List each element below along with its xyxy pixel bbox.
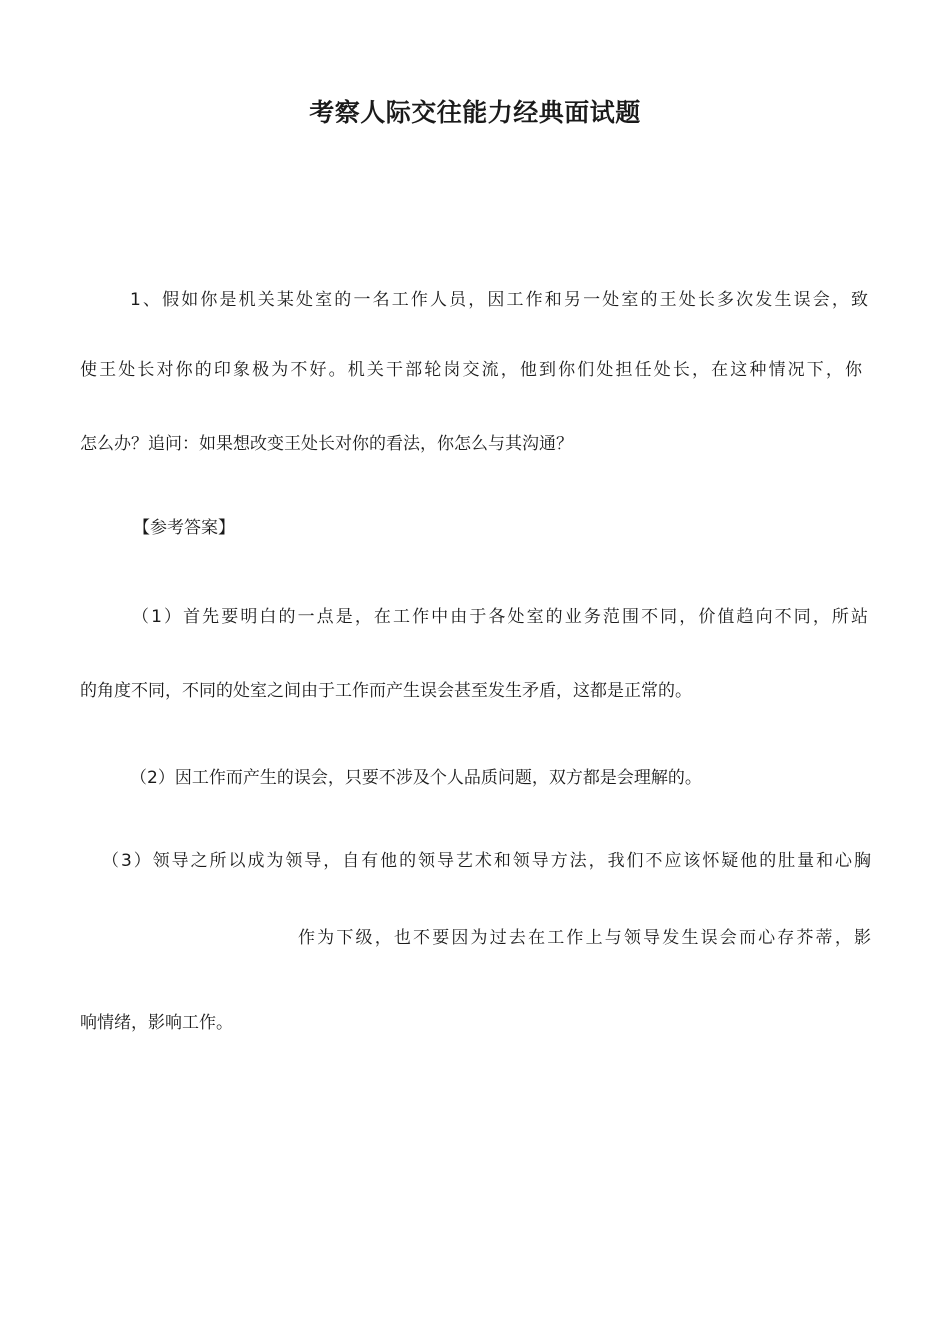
question-line-2: 使王处长对你的印象极为不好。机关干部轮岗交流，他到你们处担任处长，在这种情况下，你	[80, 360, 862, 380]
answer-p2: （2）因工作而产生的误会，只要不涉及个人品质问题，双方都是会理解的。	[130, 768, 702, 788]
answer-heading: 【参考答案】	[133, 518, 235, 538]
answer-p3-line-2: 作为下级，也不要因为过去在工作上与领导发生误会而心存芥蒂，影	[298, 928, 871, 948]
answer-p1-line-1: （1）首先要明白的一点是，在工作中由于各处室的业务范围不同，价值趋向不同，所站	[132, 607, 868, 627]
question-line-1: 1、假如你是机关某处室的一名工作人员，因工作和另一处室的王处长多次发生误会，致	[130, 290, 868, 310]
answer-p3-line-1: （3）领导之所以成为领导，自有他的领导艺术和领导方法，我们不应该怀疑他的肚量和心胸	[102, 851, 871, 871]
answer-p3-line-3: 响情绪，影响工作。	[80, 1013, 233, 1033]
question-line-3: 怎么办？追问：如果想改变王处长对你的看法，你怎么与其沟通？	[80, 434, 573, 454]
answer-p1-line-2: 的角度不同，不同的处室之间由于工作而产生误会甚至发生矛盾，这都是正常的。	[80, 681, 692, 701]
document-title: 考察人际交往能力经典面试题	[309, 98, 641, 127]
